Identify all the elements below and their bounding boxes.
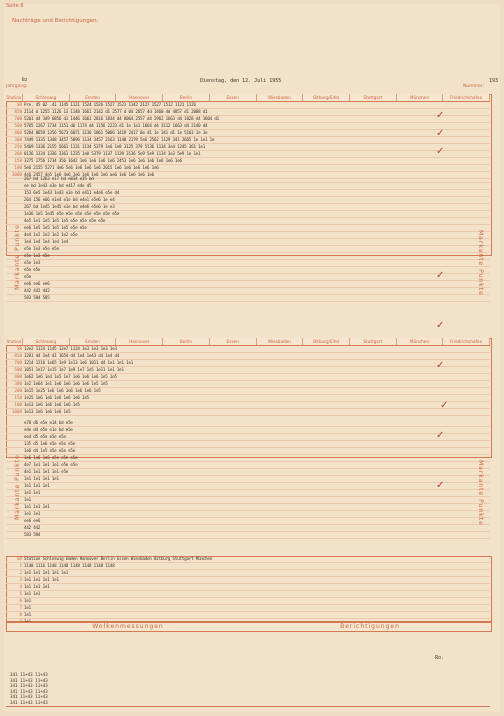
row-values: 1e1 1e1 1e1 bbox=[24, 483, 50, 488]
row-level: 3 bbox=[19, 577, 22, 582]
row-level bbox=[6, 525, 24, 531]
side-label-right-2: Markante Punkte bbox=[477, 460, 484, 526]
table-row bbox=[6, 190, 490, 197]
row-values: 4e6 2457 4e5 1e6 4e6 1e6 1e6 1e6 1e6 ae6 1e6 1e6 1e6 1e6 bbox=[24, 172, 154, 177]
table-row bbox=[6, 455, 490, 462]
row-values: 1e1 1e1 1e1 bbox=[24, 584, 50, 589]
row-level: 700 bbox=[14, 360, 22, 365]
row-values: 267 bd 1263 e17 bd e834 e35 bd bbox=[24, 176, 94, 181]
table-row bbox=[6, 462, 490, 469]
row-values: 135 d5 1e6 e5e e5e e5e bbox=[24, 441, 76, 446]
table-row bbox=[6, 570, 490, 577]
side-label-left-2: Markante Punkte bbox=[14, 454, 21, 520]
table-row bbox=[6, 504, 490, 511]
row-values: 1201 d4 1e4 d1 1654 d4 1e4 1e43 d4 1e4 d4 bbox=[24, 353, 120, 358]
row-values: 1e1 bbox=[24, 605, 31, 610]
row-values: 1e1 1e1 1e1 bbox=[24, 504, 50, 509]
station-header-cell: Berlin bbox=[163, 338, 210, 345]
row-values: 1148 1116 1148 1148 1148 1148 1148 1148 bbox=[24, 563, 115, 568]
row-level: 500 bbox=[14, 123, 22, 128]
station-header-cell: Friedrichshafen bbox=[443, 94, 490, 101]
wolken-value-line: 341 11+43 11+43 bbox=[10, 688, 48, 694]
table-row bbox=[6, 151, 490, 158]
table-row bbox=[6, 556, 490, 563]
row-values: 1e6 1e6 1e6 e5e e5e e5e bbox=[24, 455, 78, 460]
row-values: 1e13 1e6 1e6 1e6 1e5 bbox=[24, 409, 71, 414]
row-values: 267 bd 1e45 1e45 e1e bd e4e6 e5e6 1e e3 bbox=[24, 204, 115, 209]
station-header-cell: Station bbox=[6, 95, 22, 100]
station-header-cell: Hannover bbox=[116, 338, 163, 345]
station-header-cell: Bitburg/Eifel bbox=[303, 94, 350, 101]
table-row bbox=[6, 116, 490, 123]
station-header-cell: München bbox=[397, 338, 444, 345]
row-values: 1e1 bbox=[24, 612, 31, 617]
row-values: 2114 d 1255 1126 13 1148 1661 2142 d1 2577 d 04 2657 4d 1460 4d 4857 d1 2008 d1 bbox=[24, 109, 208, 114]
station-header-cell: Wiesbaden bbox=[257, 94, 304, 101]
row-values: e78 d6 e5e e14 bd e5e bbox=[24, 420, 73, 425]
table-row bbox=[6, 598, 490, 605]
row-level: 700 bbox=[14, 116, 22, 121]
table-row bbox=[6, 577, 490, 584]
row-level: 1 bbox=[19, 563, 22, 568]
row-values: ee6 1e5 1e5 1e5 1e5 e5e e5e bbox=[24, 225, 87, 230]
table-row bbox=[6, 102, 490, 109]
station-header-cell: Essen bbox=[210, 94, 257, 101]
table-row bbox=[6, 225, 490, 232]
station-header-cell: Stuttgart bbox=[350, 94, 397, 101]
row-level: SR bbox=[16, 346, 22, 351]
check-mark: ✓ bbox=[436, 270, 445, 281]
row-level bbox=[6, 448, 24, 454]
row-values: 4e7 1e1 1e1 1e1 e5e e5e bbox=[24, 462, 78, 467]
row-level: 850 bbox=[14, 353, 22, 358]
row-values: 1e62 1e6 1e4 1e5 1e7 1e6 1e6 1e6 1e5 1e5 bbox=[24, 374, 117, 379]
table-row bbox=[6, 158, 490, 165]
station-header-cell: Emden bbox=[70, 338, 117, 345]
table-row bbox=[6, 483, 490, 490]
row-values: 1e1 1e1 1e1 1e1 bbox=[24, 577, 59, 582]
row-level bbox=[6, 176, 24, 182]
table-row bbox=[6, 211, 490, 218]
check-mark: ✓ bbox=[440, 400, 449, 411]
row-values: 1e15 1e25 1e6 1e6 1e6 1e6 1e6 1e5 bbox=[24, 388, 101, 393]
station-header-cell: Wiesbaden bbox=[257, 338, 304, 345]
row-level bbox=[6, 204, 24, 210]
rz-value: Bz bbox=[22, 78, 28, 83]
table-row bbox=[6, 176, 490, 183]
row-values: 5e6 2155 5271 4e6 5e6 1e6 1e6 1e6 2015 1e6 1e6 1e6 1e6 1e6 bbox=[24, 165, 159, 170]
table-row bbox=[6, 183, 490, 190]
check-mark: ✓ bbox=[436, 360, 445, 371]
block5-rows bbox=[6, 556, 490, 626]
check-mark: ✓ bbox=[436, 128, 445, 139]
table-row bbox=[6, 518, 490, 525]
row-level: 200 bbox=[14, 388, 22, 393]
berichtigungen-label: Berichtigungen bbox=[340, 623, 400, 630]
row-level bbox=[6, 295, 24, 301]
station-header-cell: Bitburg/Eifel bbox=[303, 338, 350, 345]
table-row bbox=[6, 165, 490, 172]
row-values: 4e1 1e1 1e1 1e1 e5e bbox=[24, 469, 69, 474]
station-header-cell: Schleswig bbox=[23, 338, 70, 345]
row-values: 1051 1e17 1e15 1e7 1e9 1e7 1e5 1e11 1e1 1e1 bbox=[24, 367, 124, 372]
table-row bbox=[6, 253, 490, 260]
row-values: 12e2 1124 1145 12e7 1124 1e3 1e3 1e3 1e3 bbox=[24, 346, 117, 351]
table-row bbox=[6, 295, 490, 302]
table-row bbox=[6, 353, 490, 360]
row-values: 583 584 585 bbox=[24, 295, 50, 300]
row-level bbox=[6, 197, 24, 203]
table-row bbox=[6, 402, 490, 409]
nummer-value: 193 bbox=[488, 78, 498, 84]
wolken-value-line: 341 11+43 11+43 bbox=[10, 677, 48, 683]
row-values: 1e1 bbox=[24, 598, 31, 603]
date-line: Dienstag, den 12. Juli 1955 bbox=[200, 78, 282, 84]
row-values: 1214 1216 1e65 1e9 1e13 1e6 1011 d4 1e1 1e1 1e1 bbox=[24, 360, 134, 365]
table-row bbox=[6, 476, 490, 483]
row-values: 1e2 1e64 1e1 1e6 1e6 1e6 1e6 1e5 1e5 bbox=[24, 381, 108, 386]
table-row bbox=[6, 197, 490, 204]
row-values: e5e 1e3 e5e e5e bbox=[24, 246, 59, 251]
station-header-cell: Stuttgart bbox=[350, 338, 397, 345]
row-values: Station Schleswig Emden Hannover Berlin Essen Wiesbaden Bitburg Stuttgart München bbox=[24, 556, 213, 561]
row-values: Pre. 45 02 .41 1145 1121 1524 1526 1527 1521 1142 2127 1527 1512 1121 1126 bbox=[24, 102, 196, 107]
table-row bbox=[6, 434, 490, 441]
block2-rows bbox=[6, 176, 490, 302]
station-header-cell: Emden bbox=[70, 94, 117, 101]
row-values: 3275 1756 1734 356 1642 1e6 1e6 1e6 1e6 2453 1e6 1e6 1e6 1e6 1e6 1e6 bbox=[24, 158, 182, 163]
row-level: 150 bbox=[14, 395, 22, 400]
block1-station-header bbox=[6, 94, 490, 102]
row-level bbox=[6, 420, 24, 426]
wolken-value-line: 341 11+43 11+43 bbox=[10, 699, 48, 705]
side-label-left-1: Markante Punkte bbox=[14, 224, 21, 290]
row-level: 100 bbox=[14, 165, 22, 170]
table-row bbox=[6, 532, 490, 539]
table-row bbox=[6, 427, 490, 434]
row-values: 0136 1334 1336 3361 1235 1e0 5379 1137 1139 3136 5e9 5e9 1134 3e3 5e9 1e 1e1 bbox=[24, 151, 201, 156]
block3-rows bbox=[6, 346, 490, 416]
table-row bbox=[6, 612, 490, 619]
table-row bbox=[6, 360, 490, 367]
row-level bbox=[6, 532, 24, 538]
row-values: 1e1 1e1 1e1 1e1 bbox=[24, 476, 59, 481]
row-values: 153 6e5 1e43 1e43 e2e bd e411 e4e6 e5e d4 bbox=[24, 190, 120, 195]
check-mark: ✓ bbox=[436, 320, 445, 331]
row-level bbox=[6, 211, 24, 217]
row-level: 2 bbox=[19, 570, 22, 575]
table-row bbox=[6, 137, 490, 144]
nummer-label: Nummer: bbox=[462, 84, 484, 89]
table-row bbox=[6, 123, 490, 130]
table-row bbox=[6, 490, 490, 497]
row-level: 200 bbox=[14, 151, 22, 156]
row-values: 1e25 1e6 1e6 1e6 1e6 1e6 1e5 bbox=[24, 395, 89, 400]
page-label: Seite 8 bbox=[6, 3, 24, 9]
table-row bbox=[6, 232, 490, 239]
station-header-cell: München bbox=[397, 94, 444, 101]
table-row bbox=[6, 448, 490, 455]
table-row bbox=[6, 409, 490, 416]
check-mark: ✓ bbox=[436, 146, 445, 157]
row-values: 7449 1335 1348 3457 5096 1134 3457 2163 1140 2179 5e6 2562 1129 341 2665 1e 1e1 1e bbox=[24, 137, 215, 142]
table-row bbox=[6, 109, 490, 116]
row-values: e5e e5e bbox=[24, 267, 41, 272]
row-values: e4e d4 e5e e1e bd e5e bbox=[24, 427, 73, 432]
block1-rows bbox=[6, 102, 490, 179]
wolken-value-line: 341 11+43 11+43 bbox=[10, 672, 48, 677]
station-header-cell: Friedrichshafen bbox=[443, 338, 490, 345]
row-level: SR bbox=[16, 102, 22, 107]
table-row bbox=[6, 605, 490, 612]
row-values: ee6 ee6 ee6 bbox=[24, 281, 50, 286]
table-row bbox=[6, 346, 490, 353]
table-row bbox=[6, 441, 490, 448]
row-values: 442 442 442 bbox=[24, 288, 50, 293]
row-values: 5469 1336 2155 5661 1131 1134 5379 1e6 1e8 3125 379 5136 1134 3e4 1245 361 1e1 bbox=[24, 144, 206, 149]
table-row bbox=[6, 281, 490, 288]
row-level bbox=[6, 441, 24, 447]
row-level: 7 bbox=[19, 605, 22, 610]
row-values: e5e 1e3 e5e bbox=[24, 253, 50, 258]
check-mark: ✓ bbox=[436, 480, 445, 491]
table-row bbox=[6, 239, 490, 246]
jahrgang-label: Jahrgang: bbox=[6, 84, 28, 89]
row-values: ee4 d5 e5e e5e e5e bbox=[24, 434, 66, 439]
row-level: 6 bbox=[19, 598, 22, 603]
row-values: e5e bbox=[24, 274, 31, 279]
row-values: 583 584 bbox=[24, 532, 41, 537]
wolken-value-line: 341 11+43 11+43 bbox=[10, 683, 48, 688]
row-level: 850 bbox=[14, 109, 22, 114]
row-values: 1e1 bbox=[24, 497, 31, 502]
table-row bbox=[6, 563, 490, 570]
row-values: 442 442 bbox=[24, 525, 41, 530]
row-values: e5e 1e3 bbox=[24, 260, 41, 265]
row-values: 1e6 d4 1e5 e5e e5e e5e bbox=[24, 448, 76, 453]
row-level: 1000 bbox=[11, 172, 22, 177]
table-row bbox=[6, 260, 490, 267]
table-row bbox=[6, 497, 490, 504]
row-values: 1e4 1e4 1e4 1e4 1e4 bbox=[24, 239, 69, 244]
wolken-value-line: 341 11+43 11+43 bbox=[10, 694, 48, 699]
table-row bbox=[6, 381, 490, 388]
row-level: 4 bbox=[19, 584, 22, 589]
row-level: 300 bbox=[14, 381, 22, 386]
row-values: 5201 d4 349 6856 d1 1446 1661 2816 1834 d4 8064 2557 d4 2962 1663 d4 1028 d4 1604 d1 bbox=[24, 116, 219, 121]
row-level: 100 bbox=[14, 402, 22, 407]
check-mark: ✓ bbox=[436, 430, 445, 441]
table-row bbox=[6, 144, 490, 151]
table-row bbox=[6, 204, 490, 211]
table-row bbox=[6, 584, 490, 591]
station-header-cell: Hannover bbox=[116, 94, 163, 101]
row-level: 8 bbox=[19, 612, 22, 617]
station-header-cell: Station bbox=[6, 339, 22, 344]
table-row bbox=[6, 288, 490, 295]
row-values: 1e1 1e1 bbox=[24, 490, 41, 495]
block3-station-header bbox=[6, 338, 490, 346]
wolken-header bbox=[6, 622, 492, 632]
row-level bbox=[6, 218, 24, 224]
row-values: 1e13 1e6 1e6 1e6 1e6 1e5 bbox=[24, 402, 80, 407]
row-values: 4e4 1e2 1e2 1e2 1e2 e5e bbox=[24, 232, 78, 237]
table-row bbox=[6, 525, 490, 532]
block4-rows bbox=[6, 420, 490, 539]
row-values: ee6 ee6 bbox=[24, 518, 41, 523]
footer-line bbox=[6, 706, 490, 707]
row-values: ee bd 1e43 e3e bd e417 e4e d5 bbox=[24, 183, 92, 188]
row-level: 400 bbox=[14, 130, 22, 135]
table-row bbox=[6, 246, 490, 253]
wolkenmessungen-label: Wolkenmessungen bbox=[92, 623, 164, 630]
wolken-values bbox=[10, 672, 48, 705]
row-values: 264 156 e66 e1e4 e1e bd e4e1 e5e6 1e e4 bbox=[24, 197, 115, 202]
initials: Ro. bbox=[434, 655, 444, 661]
table-row bbox=[6, 274, 490, 281]
row-level: 150 bbox=[14, 158, 22, 163]
row-level: 5 bbox=[19, 591, 22, 596]
side-label-right-1: Markante Punkte bbox=[477, 230, 484, 296]
row-level bbox=[6, 427, 24, 433]
station-header-cell: Schleswig bbox=[23, 94, 70, 101]
station-header-cell: Essen bbox=[210, 338, 257, 345]
row-level: 400 bbox=[14, 374, 22, 379]
row-values: 1e36 1e5 1e45 e5e e5e e5e e5e e5e e5e e5e bbox=[24, 211, 120, 216]
row-values: 1e1 1e1 1e1 1e1 1e1 bbox=[24, 570, 69, 575]
table-row bbox=[6, 395, 490, 402]
page-title: Nachträge und Berichtigungen: bbox=[12, 18, 99, 24]
table-row bbox=[6, 130, 490, 137]
row-level bbox=[6, 190, 24, 196]
check-mark: ✓ bbox=[436, 110, 445, 121]
row-level: 250 bbox=[14, 144, 22, 149]
row-values: 1e1 1e1 bbox=[24, 511, 41, 516]
table-row bbox=[6, 388, 490, 395]
row-level: 500 bbox=[14, 367, 22, 372]
table-row bbox=[6, 367, 490, 374]
row-values: 4e5 1e1 1e5 1e5 1e5 e5e e5e e5e e5e bbox=[24, 218, 106, 223]
table-row bbox=[6, 218, 490, 225]
row-level: SR bbox=[16, 556, 22, 561]
row-level: 300 bbox=[14, 137, 22, 142]
row-values: 5765 1267 1734 1151 d6 1174 d4 1156 2223 d1 1e 1e1 1664 d4 3112 1663 d4 2140 d4 bbox=[24, 123, 208, 128]
table-row bbox=[6, 420, 490, 427]
row-level bbox=[6, 183, 24, 189]
row-level bbox=[6, 434, 24, 440]
table-row bbox=[6, 591, 490, 598]
table-row bbox=[6, 374, 490, 381]
table-row bbox=[6, 469, 490, 476]
table-row bbox=[6, 511, 490, 518]
row-values: 1e1 1e1 bbox=[24, 591, 41, 596]
table-row bbox=[6, 267, 490, 274]
station-header-cell: Berlin bbox=[163, 94, 210, 101]
row-level: 1000 bbox=[11, 409, 22, 414]
row-values: 5264 8659 1356 5673 6071 1136 1061 5066 1419 2417 0e d1 1e 341 d1 1e 5163 1e 1e bbox=[24, 130, 208, 135]
